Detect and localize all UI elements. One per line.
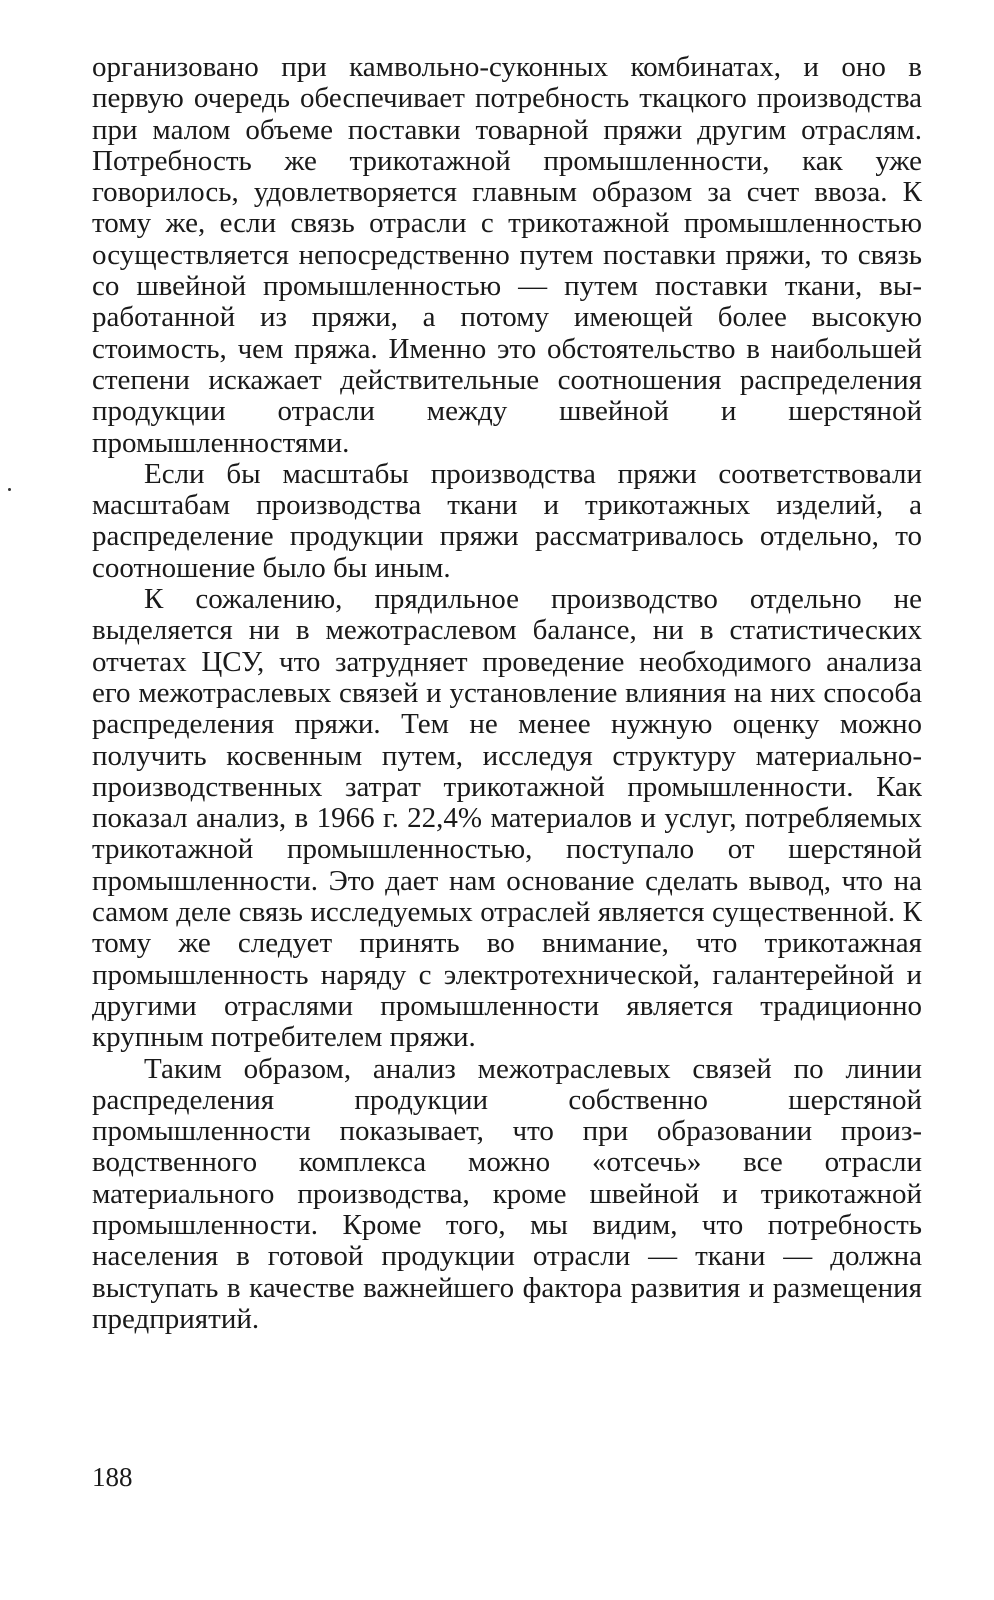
paragraph-continuation: организовано при камвольно-суконных комбинатах, и оно в первую очередь обеспечивает потребность ткацкого производства при малом объеме поставки товарной пряжи другим отраслям. Потребность же трикотажной промышленности, как уже говорилось, удовлетворяется главным образом за счет ввоза. К тому же, если связь отрасли с трикотажной промышленностью осуществляется непосредственно путем поставки пряжи, то связь со швейной промышленностью — путем поставки ткани, выработанной из пряжи, а потому имеющей более высокую стоимость, чем пряжа. Именно это обстоятельство в наибольшей степени искажает действительные соотношения распределения продукции отрасли между швейной и шерстяной промышленностями. xyxy=(92,51,922,459)
paragraph-yarn-scale: Если бы масштабы производства пряжи соответствовали масштабам производства ткани и трикотажных изделий, а распределение продукции пряжи рассматривалось отдельно, то соотношение было бы иным. xyxy=(92,457,922,584)
paragraph-conclusion: Таким образом, анализ межотраслевых связей по линии распределения продукции собственно шерстяной промышленности показывает, что при образовании производственного комплекса можно «отсечь» все отрасли материального производства, кроме швейной и трикотажной промышленности. Кроме того, мы видим, что потребность населения в готовой продукции отрасли — ткани — должна выступать в качестве важнейшего фактора развития и размещения предприятий. xyxy=(92,1052,922,1335)
paragraph-spinning-production: К сожалению, прядильное производство отдельно не выделяется ни в межотраслевом балансе, ни в статистических отчетах ЦСУ, что затрудняет проведение необходимого анализа его межотраслевых связей и установление влияния на них способа распределения пряжи. Тем не менее нужную оценку можно получить косвенным путем, исследуя структуру материально-производственных затрат трикотажной промышленности. Как показал анализ, в 1966 г. 22,4% материалов и услуг, потребляемых трикотажной промышленностью, поступало от шерстяной промышленности. Это дает нам основание сделать вывод, что на самом деле связь исследуемых отраслей является существенной. К тому же следует принять во внимание, что трикотажная промышленность наряду с электротехнической, галантерейной и другими отраслями промышленности является традиционно крупным потребителем пряжи. xyxy=(92,583,922,1054)
page-number: 188 xyxy=(92,1462,133,1492)
print-speck xyxy=(8,488,11,491)
page-body xyxy=(92,52,922,1335)
